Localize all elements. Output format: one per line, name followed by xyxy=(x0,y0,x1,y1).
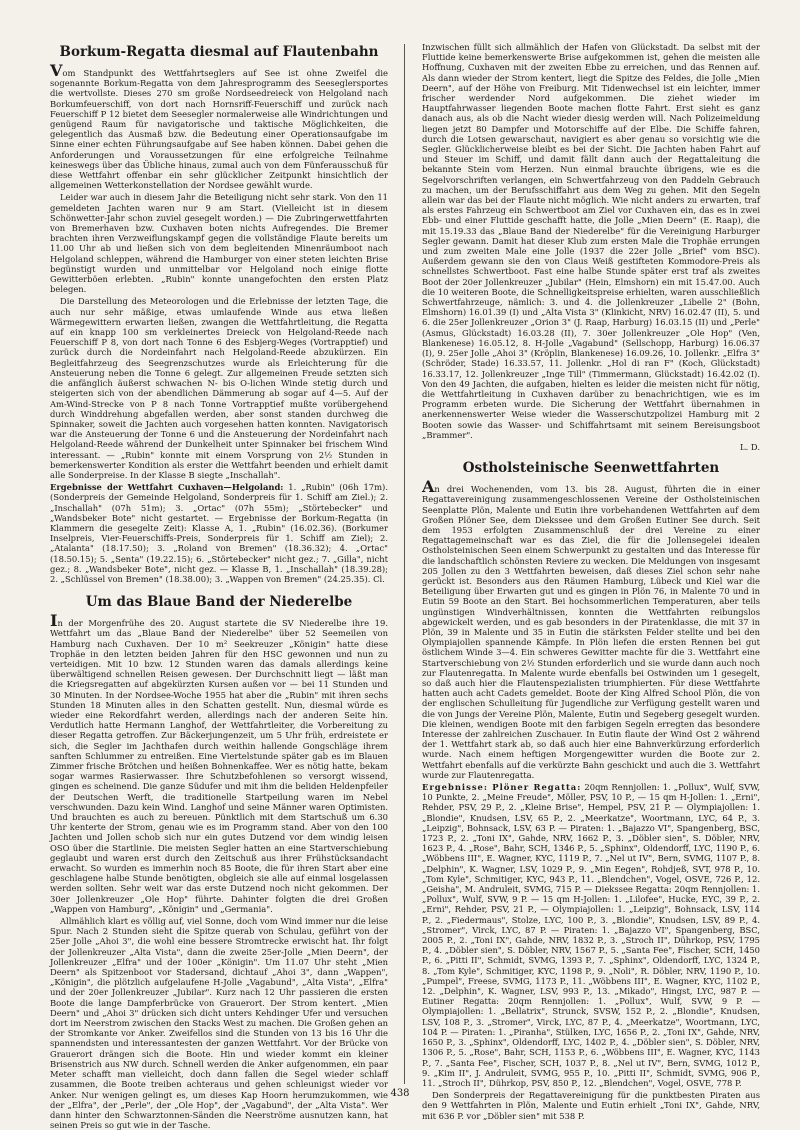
author-signature: L. D. xyxy=(740,441,760,452)
article-paragraph: Leider war auch in diesem Jahr die Beteiligung nicht sehr stark. Von den 11 gemeldeten Jachten waren nur 9 am Start. (Vielleicht ist in diesem Schönwetter-Jahr schon zuviel gesegelt worden.) — Die Zubringerwettfahrten von Bremerhaven bzw. Cuxhaven boten nichts Aufregendes. Die Bremer brachten ihren Verzweiflungskampf gegen die vollständige Flaute bereits um 11.00 Uhr ab und ließen sich von dem begleitenden Minenräumboot nach Helgoland schleppen, während die Hamburger von einer steten leichten Brise begünstigt wurden und unmittelbar vor Helgoland noch einige flotte Gewitterböen erlebten. „Rubin" konnte unangefochten den ersten Platz belegen. xyxy=(50,192,388,295)
article-paragraph: Die Darstellung des Meteorologen und die Erlebnisse der letzten Tage, die auch nur sehr mäßige, etwas umlaufende Winde aus etwa ließen Wärmegewittern erwarten ließen, zwangen die Wettfahrtleitung, die Regatta auf ein knapp 100 sm verkleinertes Dreieck von Helgoland-Reede nach Feuerschiff P 8, von dort nach Tonne 6 des Esbjerg-Weges (Vortrapptief) und zurück durch die Nordeinfahrt nach Helgoland-Reede abzukürzen. Ein Begleitfahrzeug des Seegrenzschutzes wurde als Erleichterung für die Ansteuerung neben die Tonne 6 gelegt. Zur allgemeinen Freude setzten sich die anfänglich äußerst schwachen N- bis O-lichen Winde stetig durch und steigerten sich von der abendlichen Dämmerung ab sogar auf 4—5. Auf der Am-Wind-Strecke von P 8 nach Tonne Vortrapptief mußte vorübergehend durch Winddrehung abgefallen werden, aber sonst standen durchweg die Spinnaker, soweit die Jachten auch vorgesehen hatten konnten. Navigatorisch war die Ansteuerung der Tonne 6 und die Ansteuerung der Nordeinfahrt nach Helgoland-Reede während der Dunkelheit unter Spinnaker bei frischem Wind interessant. — „Rubin" konnte mit einem Vorsprung von 2½ Stunden in bemerkenswerter Kondition als erster die Wettfahrt beenden und erhielt damit alle Sonderpreise. In der Klasse B siegte „Inschallah". xyxy=(50,296,388,480)
results-text: 20qm Rennjollen: 1. „Pollux", Wulf, SVW, 10 Punkte, 2. „Meine Freude", Möller, PSV, 10 P., — 15 qm H-Jollen: 1. „Erni", Rehder, PSV, 29 P., 2. „Kleine Brise", Hempel, PSV, 21 P. — Olympiajollen: 1. „Blondie", Knudsen, LSV, 65 P., 2. „Meerkatze", Woortmann, LYC, 64 P., 3. „Leipzig", Bohnsack, LSV, 63 P. — Piraten: 1. „Bajazzo VI", Spangenberg, BSC, 1723 P., 2. „Toni IX", Gahde, NRV, 1662 P., 3. „Döbler sien", S. Döbler, NRV, 1623 P., 4. „Rose", Bahr, SCH, 1346 P., 5. „Sphinx", Oldendorff, LYC, 1190 P., 6. „Wöbbens III", E. Wagner, KYC, 1119 P., 7. „Nel ut IV", Bern, SVMG, 1107 P., 8. „Delphin", K. Wagner, LSV, 1029 P., 9. „Min Eegen", Rohdjeß, SVT, 978 P., 10. „Tom Kyle", Schmitiger, KYC, 943 P., 11. „Blendchen", Vogel, OSVE, 726 P., 12. „Geisha", M. Andruleit, SVMG, 715 P. — Diekssee Regatta: 20qm Rennjollen: 1. „Pollux", Wulf, SVW, 9 P. — 15 qm H-Jollen: 1. „Lilofee", Hucke, EYC, 39 P., 2. „Erni", Rehder, PSV, 21 P., — Olympiajollen: 1. „Leipzig", Bohnsack, LSV, 114 P., 2. „Fiedermaus", Stolze, LYC, 100 P., 3. „Blondie", Knudsen, LSV, 89 P., 4. „Stromer", Virck, LYC, 87 P. — Piraten: 1. „Bajazzo VI", Spangenberg, BSC, 2005 P., 2. „Toni IX", Gahde, NRV, 1832 P., 3. „Stroch II", Dührkop, PSV, 1795 P., 4. „Döbler sien", S. Döbler, NRV, 1567 P., 5. „Santa Fee", Fischer, SCH, 1450 P., 6. „Pitti II", Schmidt, SVMG, 1393 P., 7. „Sphinx", Oldendorff, LYC, 1324 P., 8. „Tom Kyle", Schmitiger, KYC, 1198 P., 9. „Noli", R. Döbler, NRV, 1190 P., 10. „Pumpel", Freese, SVMG, 1173 P., 11. „Wöbbens III", E. Wagner, KYC, 1102 P., 12. „Delphin", K. Wagner, LSV, 993 P., 13. „Mikado", Hingst, LYC, 987 P. — Eutiner Regatta: 20qm Rennjollen: 1. „Pollux", Wulf, SVW, 9 P. — Olympiajollen: 1. „Bellatrix", Strunck, SVSW, 152 P., 2. „Blondie", Knudsen, LSV, 108 P., 3. „Stromer", Virck, LYC, 87 P., 4. „Meerkatze", Woortmann, LYC, 104 P. — Piraten: 1. „Piranha", Stülken, LYC, 1656 P., 2. „Toni IX", Gahde, NRV, 1650 P., 3. „Sphinx", Oldendorff, LYC, 1402 P., 4. „Döbler sien", S. Döbler, NRV, 1306 P., 5. „Rose", Bahr, SCH, 1153 P., 6. „Wöbbens III", E. Wagner, KYC, 1143 P., 7. „Santa Fee", Fischer, SCH, 1037 P., 8. „Nel ut IV", Bern, SVMG, 1012 P., 9. „Kim II", J. Andruleit, SVMG, 955 P., 10. „Pitti II", Schmidt, SVMG, 906 P., 11. „Stroch II", Dührkop, PSV, 850 P., 12. „Blendchen", Vogel, OSVE, 778 P. xyxy=(422,782,760,1088)
results-heading: Ergebnisse der Wettfahrt Cuxhaven—Helgoland: xyxy=(50,482,284,493)
author-signature: Cl. xyxy=(373,573,385,584)
article-paragraph: Inzwischen füllt sich allmählich der Hafen von Glückstadt. Da selbst mit der Fluttide keine bemerkenswerte Brise aufgekommen ist, gehen die meisten alle Hoffnung, Cuxhaven mit der zweiten Ebbe zu erreichen, und das Rennen auf. Als dann wieder der Strom kentert, liegt die Spitze des Feldes, die Jolle „Mien Deern", auf der Höhe von Freiburg. Mit Tidenwechsel ist ein leichter, immer frischer werdender Nord aufgekommen. Die ziehet wieder im Hauptfahrwasser liegenden Boote machen flotte Fahrt. Erst sieht es ganz danach aus, als ob die Nacht wieder diesig werden will. Nach Polizeimeldung liegen jetzt 80 Dampfer und Motorschiffe auf der Elbe. Die Schiffe fahren, durch die Lotsen gewarschaut, navigiert es aber genau so vorsichtig wie die Segler. Glücklicherweise bleibt es bei der Sicht. Die Jachten haben Fahrt auf und Steuer im Schiff, und damit fällt dann auch der Regattaleitung die bekannte Stein vom Herzen. Nun einmal brauchte übrigens, wie es die Segelvorschriften verlangen, ein Schwertfahrzeug von den Paddeln Gebrauch zu machen, um der Berufsschiffahrt aus dem Weg zu gehen. Mit den Segeln allein war das bei der Flaute nicht möglich. Wie nicht anders zu erwarten, traf als erstes Fahrzeug ein Schwertboot am Ziel vor Cuxhaven ein, das es in zwei Ebb- und einer Fluttide geschafft hatte, die Jolle „Mien Deern" (E. Raap), die mit 15.19.33 das „Blaue Band der Niederelbe" für die Vereinigung Harburger Segler gewann. Damit hat dieser Klub zum ersten Male die Trophäe errungen und zum zweiten Male eine Jolle (1937 die 22er Jolle „Brief" vom BSC). Außerdem gewann sie den von Claus Weiß gestifteten Kommodore-Preis als schnellstes Schwertboot. Fast eine halbe Stunde später erst traf als zweites Boot der 20er Jollenkreuzer „Jubilar" (Hein, Elmshorn) ein mit 15.47.00. Auch die 10 weiteren Boote, die Schnelligkeitspreise erhielten, waren ausschließlich Schwertfahrzeuge, nämlich: 3. und 4. die Jollenkreuzer „Libelle 2" (Bohn, Elmshorn) 16.01.39 (I) und „Alta Vista 3" (Klinkicht, NRV) 16.02.47 (II), 5. und 6. die 25er Jollenkreuzer „Orion 3" (J. Raap, Harburg) 16.03.15 (II) und „Perle" (Asmus, Glückstadt) 16.03.28 (II), 7. 30er Jollenkreuzer „Ole Hop" (Ven, Blankenese) 16.05.12, 8. H-Jolle „Vagabund" (Sellschopp, Harburg) 16.06.37 (I), 9. 25er Jolle „Ahoi 3" (Kröplin, Blankenese) 16.09.26, 10. Jollenkr. „Elfra 3" (Schröder, Stade) 16.33.57, 11. Jollenkr. „Hol di ran F" (Koch, Glückstadt) 16.33.17, 12. Jollenkreuzer „Inge Till" (Timmermann, Glückstadt) 16.42.02 (I). Von den 49 Jachten, die aufgaben, hielten es leider die meisten nicht für nötig, die Wettfahrtleitung in Cuxhaven darüber zu benachrichtigen, wie es im Programm erbeten wurde. Die Sicherung der Wettfahrt übernahmen in anerkennenswerter Weise wieder die Wasserschutzpolizei Hamburg mit 2 Booten sowie das Wasser- und Schiffahrtsamt mit seinem Bereisungsboot „Brammer". xyxy=(422,42,760,440)
results-block xyxy=(422,782,760,1088)
results-block xyxy=(50,482,388,584)
article-title-ostholstein: Ostholsteinische Seenwettfahrten xyxy=(462,460,720,477)
column-divider xyxy=(404,44,405,1084)
left-column xyxy=(50,42,388,1130)
page-number: 438 xyxy=(390,1088,410,1099)
closing-paragraph: Den Sonderpreis der Regattavereinigung für die punktbesten Piraten aus den 9 Wettfahrten in Plön, Malente und Eutin erhielt „Toni IX", Gahde, NRV, mit 636 P. vor „Döbler sien" mit 538 P. xyxy=(422,1090,760,1121)
article-paragraph: In der Morgenfrühe des 20. August startete die SV Niederelbe ihre 19. Wettfahrt um das „Blaue Band der Niederelbe" über 52 Seemeilen von Hamburg nach Cuxhaven. Der 10 m² Seekreuzer „Königin" hatte diese Trophäe in den letzten beiden Jahren für den HSC gewonnen und nun zu verteidigen. Mit 10 bzw. 12 Stunden waren das damals allerdings keine überwältigend schnellen Reisen gewesen. Der Durchschnitt liegt — läßt man die Kriegsregatten auf abgekürzten Kursen außen vor — bei 11 Stunden und 30 Minuten. In der Nordsee-Woche 1955 hat aber die „Rubin" mit ihren sechs Stunden 18 Minuten alles in den Schatten gestellt. Nun, diesmal würde es wieder eine Rekordfahrt werden, allerdings nach der anderen Seite hin. Verdutlich hatte Hermann Langhof, der Wettfahrtleiter, die Vorbereitung zu dieser Regatta getroffen. Zur Bäckerjungenzeit, um 5 Uhr früh, erdreistete er sich, die Segler im Jachthafen durch weithin hallende Gongschläge ihrem sanften Schlummer zu entreißen. Eine Viertelstunde später gab es im Blauen Zimmer frische Brötchen und heißen Bohnenkaffee. Wer es nötig hatte, bekam sogar warmes Rasierwasser. Ihre Schutzbefohlenen so versorgt wissend, gingen es scheinend. Die ganze Südufer und mit ihm die beliden Heldenpfeiler der Deutschen Werft, die traditionelle Startpeilung waren im Nebel verschwunden. Dazu kein Wind. Langhof und seine Männer waren Optimisten. Und brauchten es auch zu bereuen. Pünktlich mit dem Startschuß um 6.30 Uhr kenterte der Strom, genau wie es im Programm stand. Aber von den 100 Jachten und Jollen schob sich nur ein gutes Dutzend vor dem windig leisen OSO über die Startlinie. Die meisten Segler hatten an eine Startverschiebung geglaubt und waren erst durch den Zeitschuß aus ihrer Frühstücksandacht erwacht. So wurden es immerhin noch 85 Boote, die für ihren Start aber eine geschlagene halbe Stunde benötigten, obgleich sie alle auf einmal losgelassen werden sollten. Sehr weit war das erste Dutzend noch nicht gekommen. Der 30er Jollenkreuzer „Ole Hop" führte. Dahinter folgten die drei Großen „Wappen von Hamburg", „Königin" und „Germania". xyxy=(50,611,388,914)
article-paragraph: An drei Wochenenden, vom 13. bis 28. August, führten die in einer Regattavereinigung zusammengeschlossenen Vereine der Ostholsteinischen Seenplatte Plön, Malente und Eutin ihre vorbehandenen Wettfahrten auf dem Großen Plöner See, dem Diekssee und dem Großen Eutiner See durch. Seit dem 1953 erfolgten Zusammenschluß der drei Vereine zu einer Regattagemeinschaft war es das Ziel, die für die Jollensegelei idealen Ostholsteinischen Seen einem Schwerpunkt zu gestalten und das Interesse für die landschaftlich schönsten Reviere zu wecken. Die Meldungen von insgesamt 205 Jollen zu den 3 Wettfahrten beweisen, daß dieses Ziel schon sehr nahe gerückt ist. Besonders aus den Räumen Hamburg, Lübeck und Kiel war die Beteiligung über Erwarten gut und es gingen in Plön 76, in Malente 70 und in Eutin 59 Boote an den Start. Bei hochsommerlichen Temperaturen, aber teils ungünstigen Windverhältnissen, konnten die Wettfahrten reibungslos abgewickelt werden, und es gab besonders in der Piratenklasse, die mit 37 in Plön, 39 in Malente und 35 in Eutin die stärksten Felder stellte und bei den Olympiajollen spannende Kämpfe. In Plön liefen die ersten Rennen bei gut östlichem Winde 3—4. Ein schweres Gewitter machte für die 3. Wettfahrt eine Startverschiebung von 2½ Stunden erforderlich und sie wurde dann auch noch zur Flautenregatta. In Malente wurde ebenfalls bei Ostwinden um 1 gesegelt, so daß auch hier die Flautenspezialisten triumphierten. Für diese Wettfahrte hatten auch acht Cadets gemeldet. Boote der King Alfred School Plön, die von der englischen Schulleitung für Jugendliche zur Verfügung gestellt waren und die von Jungs der Vereine Plön, Malente, Eutin und Segeberg gesegelt wurden. Die kleinen, wendigen Boote mit den farbigen Segeln erregten das besondere Interesse der zahlreichen Zuschauer. In Eutin flaute der Wind Ost 2 während der 1. Wettfahrt stark ab, so daß auch hier eine Bahnverkürzung erforderlich wurde. Nach einem heftigen Morgengewitter wurden die Boote zur 2. Wettfahrt ebenfalls auf die verkürzte Bahn geschickt und auch die 3. Wettfahrt wurde zur Flautenregatta. xyxy=(422,477,760,780)
article-title-borkum: Borkum-Regatta diesmal auf Flautenbahn xyxy=(59,44,379,60)
results-text: 1. „Rubin" (06h 17m). (Sonderpreis der Gemeinde Helgoland, Sonderpreis für 1. Schiff am Ziel.); 2. „Inschallah" (07h 51m); 3. „Ortac" (07h 55m); „Störtebecker" und „Wandsbeker Bote" nicht gestartet. — Ergebnisse der Borkum-Regatta (in Klammern die gesegelte Zeit): Klasse A, 1. „Rubin" (16.02.36). (Borkumer Inselpreis, Vier-Feuerschiffs-Preis, Sonderpreis für 1. Schiff am Ziel); 2. „Atalanta" (18.17.50); 3. „Roland von Bremen" (18.36.32); 4. „Ortac" (18.50.15); 5. „Senta" (19.22.15); 6. „Störtebecker" nicht gez.; 7. „Gilla", nicht gez.; 8. „Wandsbeker Bote", nicht gez. — Klasse B, 1. „Inschallah" (18.39.28); 2. „Schlüssel von Bremen" (18.38.00); 3. „Wappen von Bremen" (24.25.35). xyxy=(50,482,388,584)
article-title-niederelbe: Um das Blaue Band der Niederelbe xyxy=(85,594,353,611)
results-heading: Ergebnisse: Plöner Regatta: xyxy=(422,782,582,793)
right-column xyxy=(422,42,760,1121)
article-paragraph: Allmählich klart es völlig auf, viel Sonne, doch vom Wind immer nur die leise Spur. Nach 2 Stunden sieht die Spitze querab von Schulau, geführt von der 25er Jolle „Ahoi 3", die wohl eine bessere Stromtrecke erwischt hat. Ihr folgt der Jollenkreuzer „Alta Vista", dann die zweite 25er-Jolle „Mien Deern", der Jollenkreuzer „Elfra" und der 100er „Königin". Um 11.07 Uhr steht „Mien Deern" als Spitzenboot vor Stadersand, dichtauf „Ahoi 3", dann „Wappen", „Königin", die plötzlich aufgelaufene H-Jolle „Vagabund", „Alta Vista", „Elfra" und der 20er Jollenkreuzer „Jubilar". Kurz nach 12 Uhr passieren die ersten Boote die lange Dampferbrücke von Grauerort. Der Strom kentert. „Mien Deern" und „Ahoi 3" drücken sich dicht unters Kehdinger Ufer und versuchen dort im Neerstrom zwischen den Stacks West zu machen. Die Großen gehen an der Stromkante vor Anker. Zweifellos sind die Stunden von 13 bis 16 Uhr die spannendsten und interessantesten der ganzen Wettfahrt. Vor der Brücke von Grauerort drängen sich die Boote. Hin und wieder kommt ein kleiner Brisenstrich aus NW durch. Schnell werden die Anker aufgenommen, ein paar Meter schafft man vielleicht, doch dann fallen die Segel wieder schlaff zusammen, die Boote treiben achteraus und gehen schleunigst wieder vor Anker. Nur wenigen gelingt es, um dieses Kap Hoorn herumzukommen, wie der „Elfra", der „Perle", der „Ole Hop", der „Vagabund", der „Alta Vista". Wer dann hinter den Schwarztonnen-Sänden die Neerströme ausnutzen kann, hat seinen Preis so gut wie in der Tasche. xyxy=(50,916,388,1130)
article-paragraph: Vom Standpunkt des Wettfahrtseglers auf See ist ohne Zweifel die sogenannte Borkum-Regatta von dem Jahresprogramm des Seeseglersportes die wertvollste. Dieses 270 sm große Nordseedreieck von Helgoland nach Borkumfeuerschiff, von dort nach Hornsriff-Feuerschiff und zurück nach Feuerschiff P 12 bietet dem Seesegler normalerweise alle Windrichtungen und genügend Raum für navigatorische und taktische Möglichkeiten, die gelegentlich das Ausmaß bzw. die Bedeutung einer Operationsaufgabe im Sinne einer echten Führungsaufgabe auf See haben können. Dabei gehen die Anforderungen und Voraussetzungen für eine erfolgreiche Teilnahme keineswegs über das Übliche hinaus, zumal auch von dem Fünferausschuß für diese Wettfahrt offenbar ein sehr glücklicher Zeitpunkt hinsichtlich der allgemeinen Wetterkonstellation der Nordsee gewählt wurde. xyxy=(50,61,388,191)
